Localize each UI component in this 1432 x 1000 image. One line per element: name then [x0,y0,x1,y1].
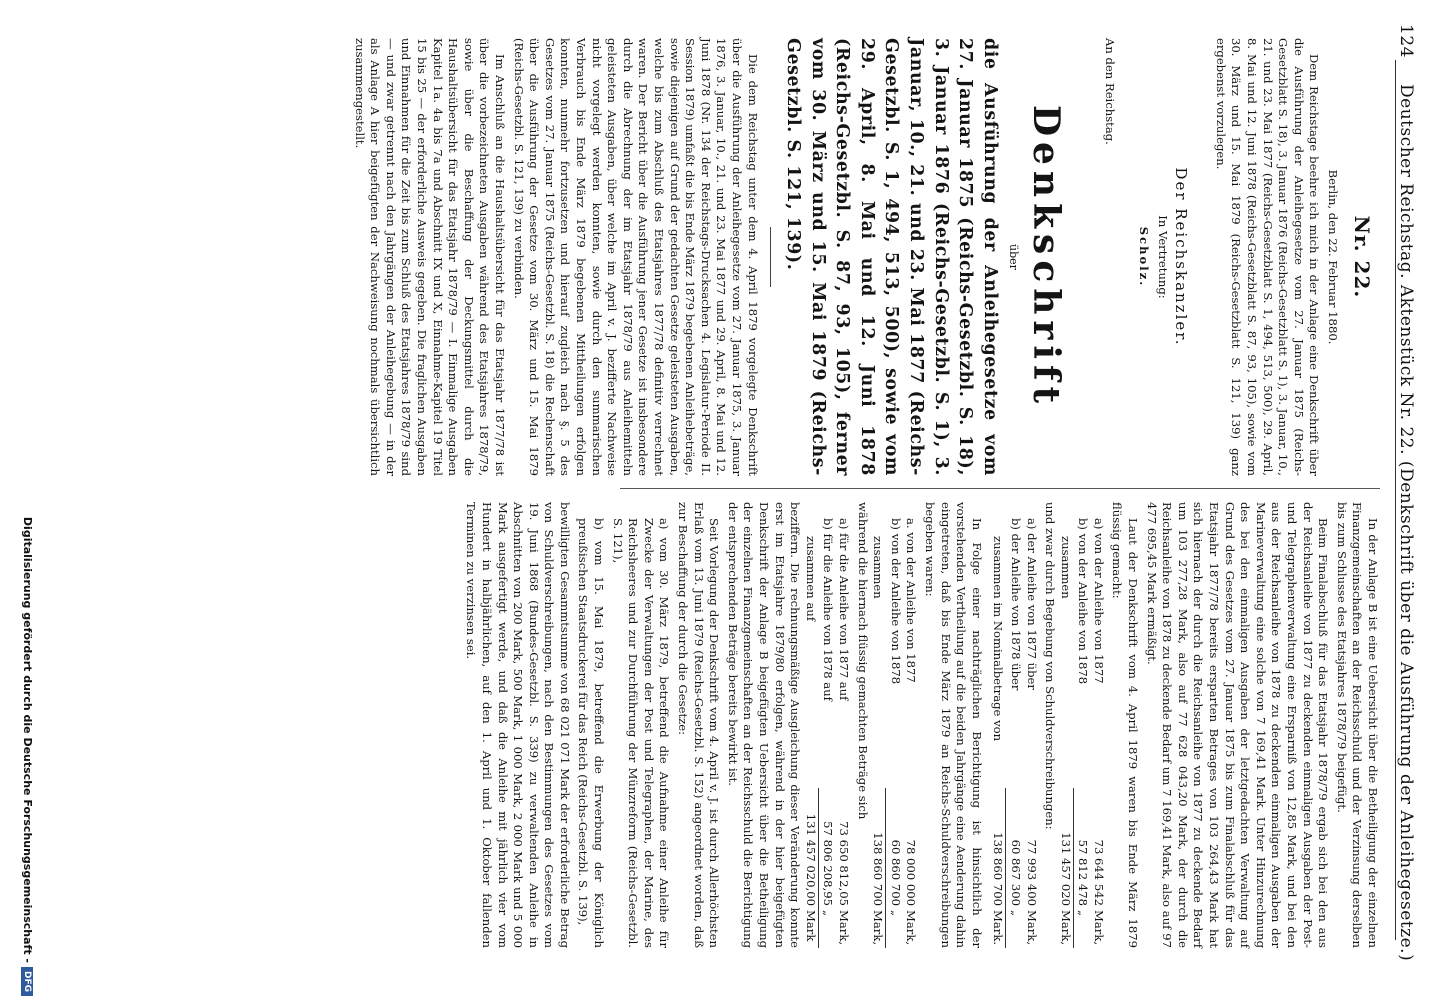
amount-unit: „ [1008,910,1023,917]
column-divider [620,488,1380,489]
amount-row [903,502,919,948]
sum-row [1057,502,1073,948]
right-column [460,502,1380,948]
body-line: während die hiernach flüssig gemachten Beträge sich [855,502,870,820]
amount-value: 73 644 542 [1091,839,1106,906]
list-item-a: a) vom 30. März 1879, betreffend die Aufnahme einer Anleihe für Zwecke der Verwaltungen der Post und Telegraphen, der Marine, des Reichsheeres und zur Durchführung der Münzreform (Reichs-Gesetzbl. S. 121), [610,518,672,948]
sum-label: zusammen [1058,536,1073,599]
sum-row [870,502,886,948]
sum-value: 131 457 020,00 [803,813,818,906]
amount-unit: „ [1076,910,1091,917]
sum-label: zusammen [871,536,886,599]
sum-rule [818,788,819,948]
digitization-credit [12,6,34,996]
sum-unit: Mark, [871,910,886,946]
body-paragraph: Laut der Denkschrift vom 4. April 1879 waren bis Ende März 1879 flüssig gemacht: [1110,502,1141,948]
addressee: An den Reichstag. [1103,38,1118,145]
body-paragraph: In der Anlage B ist eine Uebersicht über die Betheiligung der einzelnen Finanzgemeinschaften an der Reichsschuld und der Verzinsung derselben bis zum Schlusse des Etatsjahres 1878/79 beigefügt. [1334,502,1380,948]
body-paragraph: Beim Finalabschluß für das Etatsjahr 1878/79 ergab sich bei den aus der Reichsanleihe von 1877 zu deckenden einmaligen Ausgaben der Post- und Telegraphenverwaltung eine Ersparniß von 12,85 Mark, und bei den aus der Reichsanleihe von 1878 zu deckenden einmaligen Ausgaben der Marineverwaltung eine solche von 7 169,41 Mark. Unter Hinzurechnung des bei den einmaligen Ausgaben der letztgedachten Verwaltung auf Grund des Gesetzes vom 27. Januar 1875 bis zum Finalabschluß für das Etatsjahr 1877/78 bereits ersparten Betrages von 103 264,43 Mark hat sich hiernach der durch die Reichsanleihe von 1877 zu deckende Bedarf um 103 277,28 Mark, also auf 77 628 043,20 Mark, der durch die Reichsanleihe von 1878 zu deckende Bedarf um 7 169,41 Mark, also auf 97 477 695,45 Mark ermäßigt. [1144,502,1331,948]
amount-unit: Mark, [837,910,851,946]
amount-label: a) der Anleihe von 1877 über [1024,518,1039,690]
cover-letter-paragraph: Dem Reichstage beehre ich mich in der Anlage eine Denkschrift über die Ausführung der Anleihegesetze vom 27. Januar 1875 (Reichs-Gesetzblatt S. 18), 3. Januar 1876 (Reichs-Gesetzblatt S. 1), 3. Januar, 10., 21. und 23. Mai 1877 (Reichs-Gesetzblatt S. 1, 494, 513, 500), 29. April, 8. Mai und 12. Juni 1878 (Reichs-Gesetzblatt S. 87, 93, 105), sowie vom 30. März und 15. Mai 1879 (Reichs-Gesetzblatt S. 121, 139) ganz ergebenst vorzulegen. [1213,38,1322,476]
amount-unit: Mark, [904,910,919,946]
amount-unit: „ [888,910,903,917]
amount-label: a. von der Anleihe von 1877 [904,518,919,683]
body-paragraph: Seit Vorlegung der Denkschrift vom 4. April v. J. ist durch Allerhöchsten Erlaß vom 13. Juni 1879 (Reichs-Gesetzbl. S. 152) angeordnet worden, daß zur Beschaffung der durch die Gesetze: [676,502,722,948]
amount-label: b) von der Anleihe von 1878 [1076,518,1091,685]
sum-unit: Mark, [1058,910,1073,946]
amount-row [1090,502,1106,948]
body-line: und zwar durch Begebung von Schuldverschreibungen: [1043,502,1058,830]
amount-label: a) von der Anleihe von 1877 [1091,518,1106,684]
amount-row [1075,502,1091,948]
amount-value: 78 000 000 [904,839,919,906]
amount-value: 60 860 700 [888,839,903,906]
deputy-line: In Vertretung: [1156,215,1171,299]
sum-label: zusammen auf [803,536,818,622]
memorandum-subtitle: die Ausführung der Anleihegesetze vom 27. Januar 1875 (Reichs-Gesetzbl. S. 18), 3. Januar 1876 (Reichs-Gesetzbl. S. 1), 3. Januar, 10., 21. und 23. Mai 1877 (Reichs-Gesetzbl. S. 1, 494, 513, 500), sowie vom 29. April, 8. Mai und 12. Juni 1878 (Reichs-Gesetzbl. S. 87, 93, 105), ferner vom 30. März und 15. Mai 1879 (Reichs-Gesetzbl. S. 121, 139). [783,38,1000,476]
amount-value: 73 650 812,05 [837,821,851,906]
body-paragraph: Die dem Reichstag unter dem 4. April 1879 vorgelegte Denkschrift über die Ausführung der Anleihegesetze vom 27. Januar 1875, 3. Januar 1876, 3. Januar, 10., 21. und 23. Mai 1877 und 29. April, 8. Mai und 12. Juni 1878 (Nr. 134 der Reichstags-Drucksachen 4. Legislatur-Periode II. Session 1879) umfaßt die bis Ende März 1879 begebenen Anleihebeträge, sowie diejenigen auf Grund der gedachten Gesetze geleisteten Ausgaben, welche bis zum Abschluß des Etatsjahres 1877/78 definitiv verrechnet waren. Der Bericht über die Ausführung jener Gesetze ist insbesondere durch die Abrechnung der im Etatsjahr 1878/79 aus Anleihemitteln geleisteten Ausgaben, über welche im April v. J. bezifferte Nachweise nicht vorgelegt werden konnten, sowie durch den summarischen Verbrauch bis Ende März 1879 begebenen Mittheilungen erfolgen konnten, nunmehr fortzusetzen und hierauf zugleich nach §. 5 des Gesetzes vom 27. Januar 1875 (Reichs-Gesetzbl. S. 18) die Rechenschaft über die Ausführung der Gesetze vom 30. März und 15. Mai 1879 (Reichs-Gesetzbl. S. 121, 139) zu verbinden. [511,38,760,476]
amount-unit: Mark, [1091,910,1106,946]
sum-row [990,502,1006,948]
amount-label: b) der Anleihe von 1878 über [1008,518,1023,691]
amount-label: b) für die Anleihe von 1878 auf [821,518,836,701]
list-item-b: b) vom 15. Mai 1879, betreffend die Erwerbung der Königlich preußischen Staatsdruckerei für das Reich (Reichs-Gesetzbl. S. 139), [576,518,607,948]
sum-unit: Mark. [991,910,1006,946]
header-rule [1395,60,1396,940]
sum-unit: Mark [803,910,818,942]
amount-label: a) für die Anleihe von 1877 auf [837,518,851,701]
sum-rule [1073,788,1074,948]
amount-row [887,502,903,948]
amount-row [835,502,851,948]
credit-text: Digitalisierung gefördert durch die Deutsche Forschungsgemeinschaft - [21,516,34,963]
sum-value: 138 860 700 [991,832,1006,906]
amount-row [1007,502,1023,948]
sum-value: 131 457 020 [1058,832,1073,906]
body-paragraph: beziffern. Die rechnungsmäßige Ausgleichung dieser Veränderung konnte erst im Etatsjahre 1879/80 erfolgen, während in der hier beigefügten Denkschrift der Anlage B beigefügten Uebersicht über die Betheiligung der einzelnen Finanzgemeinschaften an der Reichsschuld die Berichtigung der entsprechenden Beträge bereits bewirkt ist. [725,502,803,948]
amount-unit: „ [821,910,836,917]
page-number: 124 [1396,24,1416,58]
body-paragraph: bewilligten Gesammtsumme von 68 021 071 Mark der erforderliche Betrag von Schuldverschreibungen, nach den Bestimmungen des Gesetzes vom 19. Juni 1868 (Bundes-Gesetzbl. S. 339) zu verwaltenden Anleihe in Abschnitten von 200 Mark, 500 Mark, 1 000 Mark, 2 000 Mark und 5 000 Mark ausgefertigt werde, und daß die Anleihe mit jährlich vier vom Hundert in halbjährlichen, auf den 1. April und 1. Oktober fallenden Terminen zu verzinsen sei. [464,502,572,948]
left-column [348,38,1380,476]
sum-rule [885,788,886,948]
running-title: Deutscher Reichstag. Aktenstück Nr. 22. (Denkschrift über die Ausführung der Anleihegesetze.) [1396,84,1416,962]
memorandum-title: Denkschrift [1025,104,1068,410]
title-connector: über [1007,244,1021,270]
sum-value: 138 860 700 [871,832,886,906]
amount-label: b) von der Anleihe von 1878 [888,518,903,685]
amount-value: 60 867 300 [1008,839,1023,906]
chancellor-title: Der Reichskanzler. [1172,167,1191,347]
sum-row [802,502,818,948]
body-paragraph: In Folge einer nachträglichen Berichtigung ist hinsichtlich der vorstehenden Vertheilung auf die beiden Jahrgänge eine Aenderung dahin eingetreten, daß bis Ende März 1879 an Reichs-Schuldverschreibungen begeben waren: [922,502,984,948]
amount-row [1023,502,1039,948]
amount-value: 57 812 478 [1076,839,1091,906]
sum-rule [1005,788,1006,948]
document-number: Nr. 22. [1350,215,1374,299]
body-paragraph: Im Anschluß an die Haushaltsübersicht für das Etatsjahr 1877/78 ist über die vorbezeichneten Ausgaben während des Etatsjahres 1878/79, sowie über die Beschaffung der Deckungsmittel durch die Haushaltsübersicht für das Etatsjahr 1878/79 — I. Einmalige Ausgaben Kapitel 1a. 4a bis 7a und Abschnitt IX und X, Einnahme-Kapitel 19 Titel 15 bis 25 — der erforderliche Ausweis gegeben. Die fraglichen Ausgaben und Einnahmen für die Zeit bis zum Schluß des Etatsjahres 1878/79 sind — und zwar getrennt nach den Jahrgängen der Anleihegebung — in der als Anlage A hier beigefügten der Nachweisung nochmals übersichtlich zusammengestellt. [352,38,508,476]
amount-row [820,502,836,948]
amount-value: 77 993 400 [1024,839,1039,906]
signature: Scholz. [1136,226,1151,288]
section-separator [770,227,771,287]
sum-label: zusammen im Nominalbetrage von [991,536,1006,742]
dfg-logo: DFG [21,967,33,996]
dateline: Berlin, den 22. Februar 1880. [1326,169,1340,345]
amount-unit: Mark, [1024,910,1039,946]
amount-value: 57 806 208,95 [821,821,836,906]
